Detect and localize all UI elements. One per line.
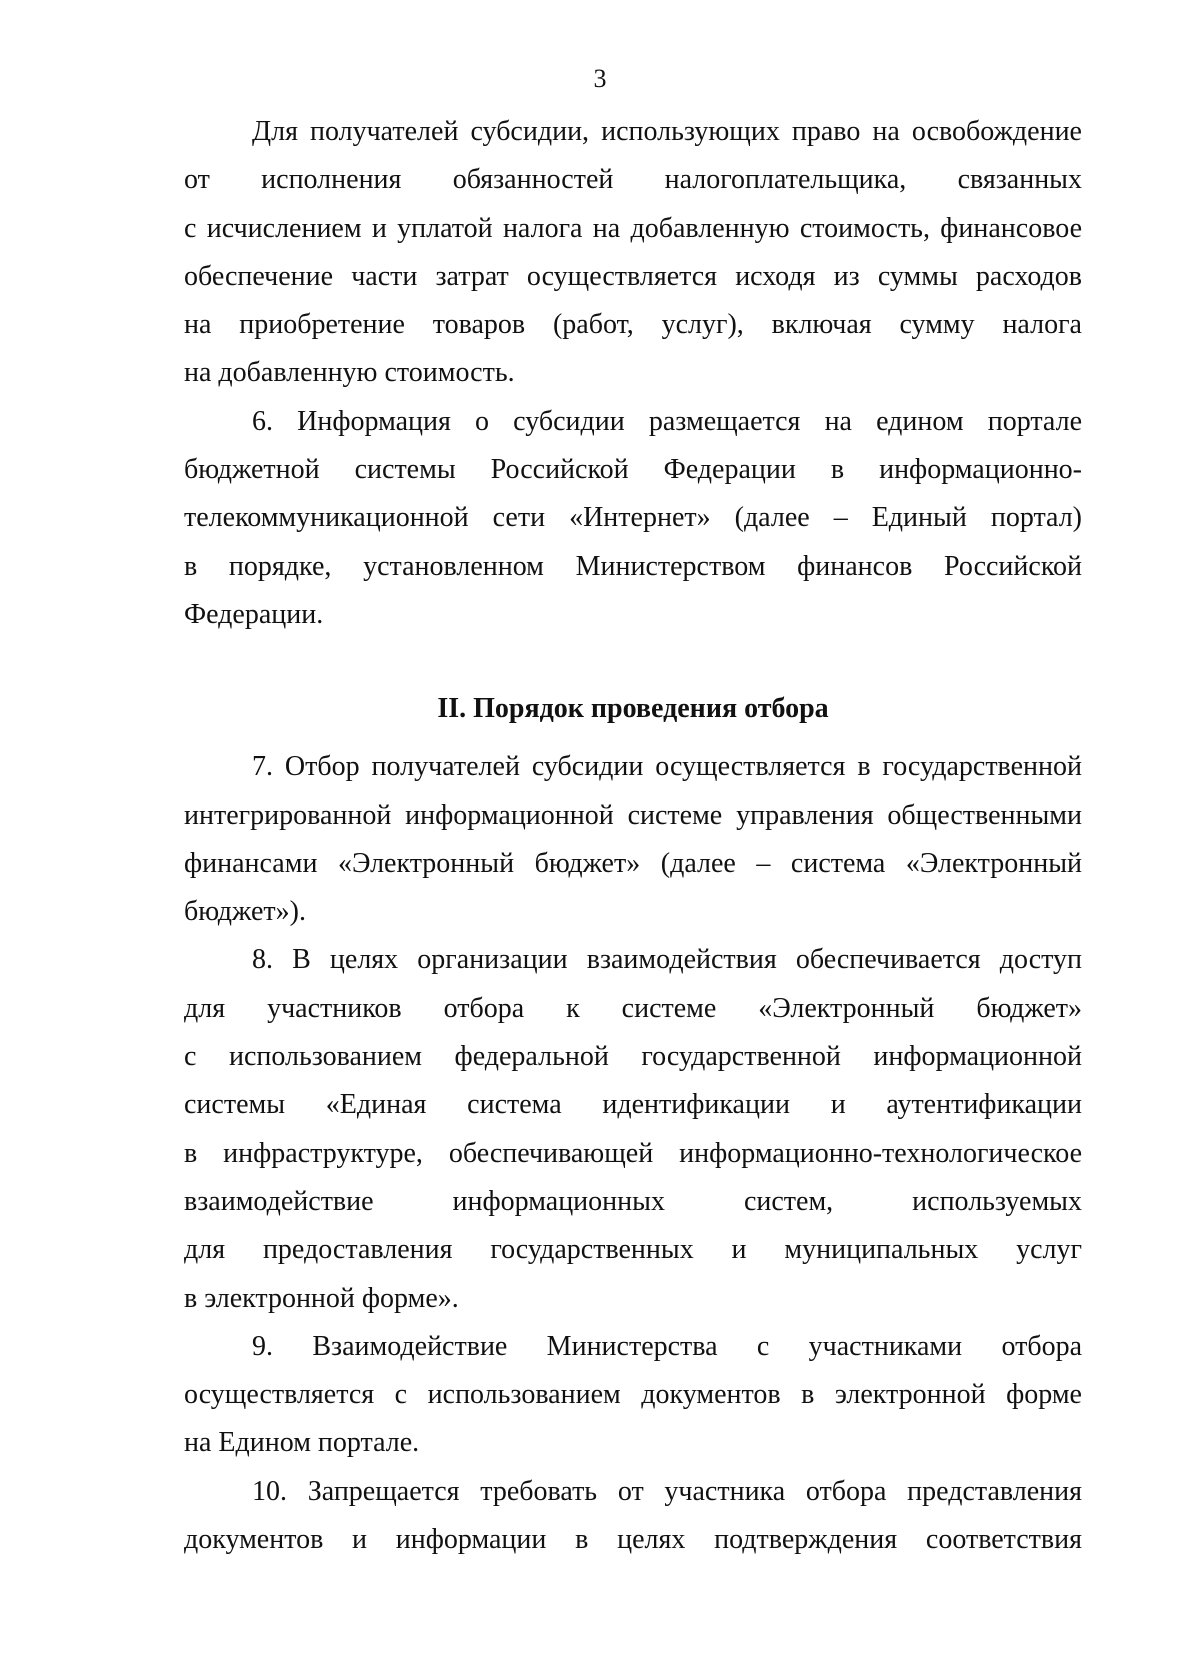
text-line: 7. Отбор получателей субсидии осуществляется в государственной: [252, 751, 1082, 783]
text-line: документов и информации в целях подтверждения соответствия: [184, 1524, 1082, 1556]
text-line: телекоммуникационной сети «Интернет» (далее – Единый портал): [184, 502, 1082, 534]
text-line: 6. Информация о субсидии размещается на едином портале: [252, 405, 1082, 437]
text-line: обеспечение части затрат осуществляется исходя из суммы расходов: [184, 260, 1082, 292]
text-line: взаимодействие информационных систем, используемых: [184, 1185, 1082, 1217]
section-heading: II. Порядок проведения отбора: [437, 693, 829, 725]
text-line: бюджет»).: [184, 896, 306, 928]
paragraph-7: [184, 743, 1082, 936]
text-line: от исполнения обязанностей налогоплательщика, связанных: [184, 164, 1082, 196]
text-line: Федерации.: [184, 598, 324, 630]
paragraph-6: [184, 398, 1082, 639]
text-line: на приобретение товаров (работ, услуг), включая сумму налога: [184, 309, 1082, 341]
paragraph-10: [184, 1468, 1082, 1565]
page-content: [184, 108, 1082, 1564]
text-line: Для получателей субсидии, использующих право на освобождение: [252, 116, 1082, 147]
text-line: системы «Единая система идентификации и аутентификации: [184, 1089, 1082, 1121]
text-line: 10. Запрещается требовать от участника отбора представления: [252, 1475, 1082, 1507]
paragraph-9: [184, 1323, 1082, 1468]
text-line: для участников отбора к системе «Электронный бюджет»: [184, 992, 1082, 1024]
paragraph-vat-exemption: [184, 108, 1082, 398]
text-line: для предоставления государственных и муниципальных услуг: [184, 1234, 1082, 1266]
paragraph-8: [184, 936, 1082, 1322]
page-number: 3: [593, 64, 607, 93]
text-line: осуществляется с использованием документов в электронной форме: [184, 1379, 1082, 1411]
text-line: 8. В целях организации взаимодействия обеспечивается доступ: [252, 944, 1082, 976]
text-line: с использованием федеральной государственной информационной: [184, 1041, 1082, 1073]
text-line: в порядке, установленном Министерством финансов Российской: [184, 550, 1082, 582]
text-line: интегрированной информационной системе управления общественными: [184, 799, 1082, 831]
text-line: в инфраструктуре, обеспечивающей информационно-технологическое: [184, 1137, 1082, 1169]
text-line: в электронной форме».: [184, 1282, 459, 1314]
text-line: на Едином портале.: [184, 1427, 420, 1459]
text-line: с исчислением и уплатой налога на добавленную стоимость, финансовое: [184, 212, 1082, 244]
text-line: бюджетной системы Российской Федерации в информационно-: [184, 454, 1082, 486]
text-line: на добавленную стоимость.: [184, 357, 515, 389]
text-line: 9. Взаимодействие Министерства с участниками отбора: [252, 1330, 1082, 1362]
text-line: финансами «Электронный бюджет» (далее – система «Электронный: [184, 847, 1082, 879]
